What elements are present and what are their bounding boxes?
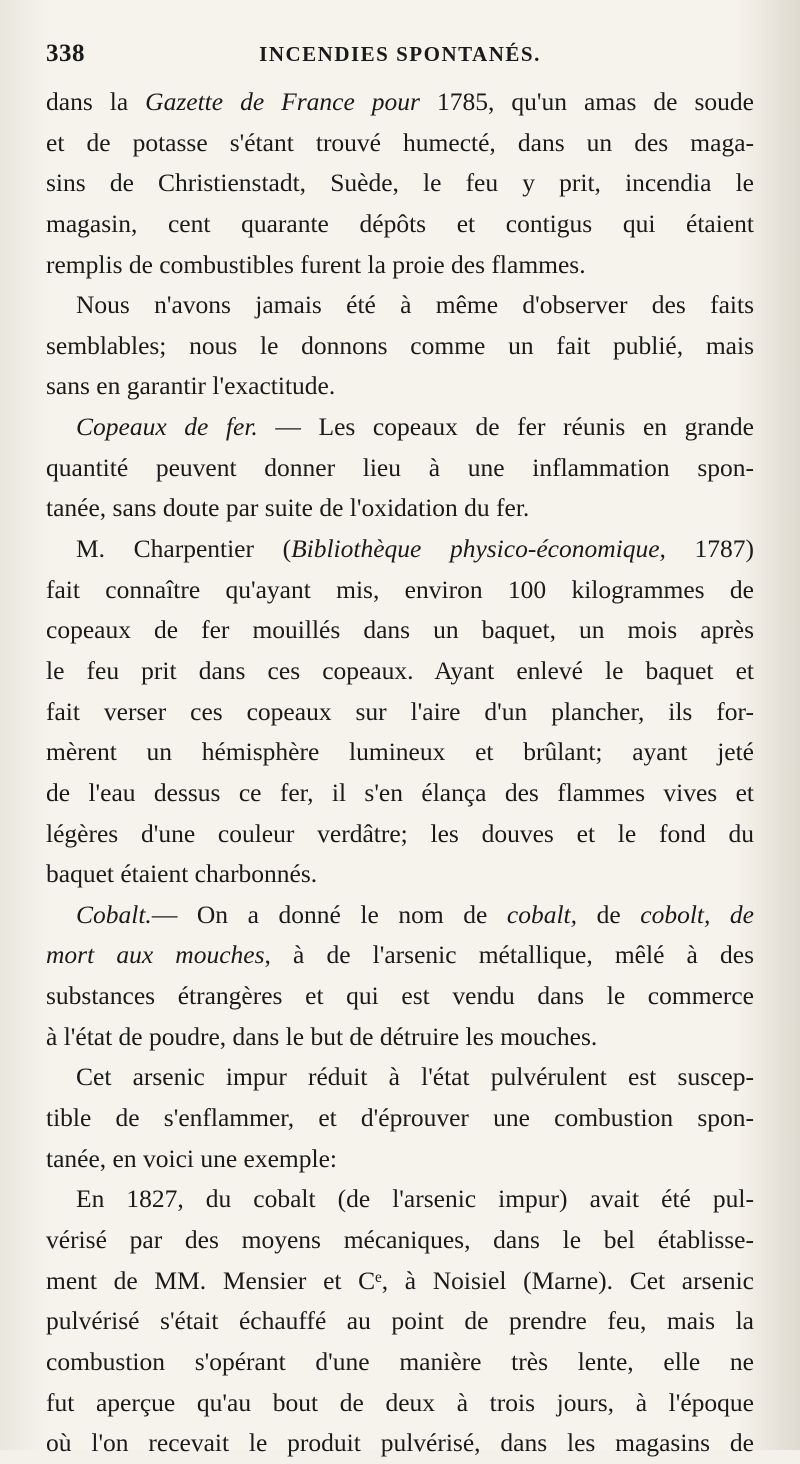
running-title: INCENDIES SPONTANÉS. [259, 42, 541, 66]
text-line [46, 204, 754, 245]
text-line [46, 245, 754, 286]
text-line [46, 1220, 754, 1261]
italic-text: Cobalt. [76, 899, 152, 929]
text-line [46, 82, 754, 123]
text-segment: 1787) [665, 534, 754, 564]
text-segment: fait connaître qu'ayant mis, environ 100 kilogrammes de [46, 574, 754, 604]
text-segment: fut aperçue qu'au bout de deux à trois jours, à l'époque [46, 1387, 754, 1417]
text-line [46, 1179, 754, 1220]
text-line [46, 488, 754, 529]
text-segment: tible de s'enflammer, et d'éprouver une combustion spon- [46, 1103, 754, 1133]
text-segment: vérisé par des moyens mécaniques, dans le bel établisse- [46, 1224, 754, 1254]
text-segment: légères d'une couleur verdâtre; les douves et le fond du [46, 818, 754, 848]
page-header [46, 40, 754, 76]
italic-text: cobolt, de [640, 899, 754, 929]
text-segment: quantité peuvent donner lieu à une inflammation spon- [46, 452, 754, 482]
text-segment: substances étrangères et qui est vendu dans le commerce [46, 981, 754, 1011]
text-segment: tanée, en voici une exemple: [46, 1143, 337, 1173]
text-line [46, 1017, 754, 1058]
text-line [46, 692, 754, 733]
text-segment: 1785, qu'un amas de soude [419, 87, 754, 116]
page-body-text [46, 82, 754, 1464]
text-line [46, 326, 754, 367]
text-segment: à l'état de poudre, dans le but de détruire les mouches. [46, 1021, 598, 1051]
text-segment: ment de MM. Mensier et Cᵉ, à Noisiel (Marne). Cet arsenic [46, 1265, 754, 1295]
text-line [46, 1423, 754, 1464]
text-line [46, 651, 754, 692]
text-line [46, 935, 754, 976]
text-line [46, 1057, 754, 1098]
text-segment: sans en garantir l'exactitude. [46, 371, 336, 401]
text-segment: magasin, cent quarante dépôts et contigus qui étaient [46, 208, 754, 238]
text-line [46, 285, 754, 326]
text-line [46, 773, 754, 814]
text-line [46, 814, 754, 855]
text-line [46, 1383, 754, 1424]
text-segment: copeaux de fer mouillés dans un baquet, un mois après [46, 615, 754, 645]
text-segment: le feu prit dans ces copeaux. Ayant enlevé le baquet et [46, 655, 754, 685]
italic-text: Copeaux de fer. [76, 412, 258, 442]
text-line [46, 448, 754, 489]
text-segment: où l'on recevait le produit pulvérisé, dans les magasins de [46, 1428, 754, 1458]
text-segment: de l'eau dessus ce fer, il s'en élança des flammes vives et [46, 777, 754, 807]
text-line [46, 123, 754, 164]
text-line [46, 1261, 754, 1302]
text-line [46, 976, 754, 1017]
text-line [46, 854, 754, 895]
text-segment: combustion s'opérant d'une manière très lente, elle ne [46, 1346, 754, 1376]
text-line [46, 895, 754, 936]
text-line [46, 529, 754, 570]
text-segment: — On a donné le nom de [151, 899, 507, 929]
italic-text: mort aux mouches [46, 940, 265, 970]
text-segment: Nous n'avons jamais été à même d'observer des faits [76, 290, 754, 320]
text-segment: Cet arsenic impur réduit à l'état pulvérulent est suscep- [76, 1062, 754, 1092]
page-number: 338 [46, 40, 85, 67]
text-line [46, 163, 754, 204]
text-segment: pulvérisé s'était échauffé au point de prendre feu, mais la [46, 1306, 754, 1336]
italic-text: cobalt, [506, 899, 578, 929]
text-segment: — Les copeaux de fer réunis en grande [257, 412, 754, 442]
text-line [46, 732, 754, 773]
text-segment: M. Charpentier ( [76, 534, 292, 564]
text-segment: de [577, 899, 641, 929]
text-segment: mèrent un hémisphère lumineux et brûlant; ayant jeté [46, 737, 754, 767]
text-segment: remplis de combustibles furent la proie des flammes. [46, 249, 586, 279]
italic-text: Bibliothèque physico-économique, [291, 534, 666, 564]
text-line [46, 1098, 754, 1139]
text-segment: , à de l'arsenic métallique, mêlé à des [264, 940, 754, 970]
text-segment: sins de Christienstadt, Suède, le feu y prit, incendia le [46, 168, 754, 198]
text-segment: semblables; nous le donnons comme un fait publié, mais [46, 330, 754, 360]
text-line [46, 366, 754, 407]
text-line [46, 610, 754, 651]
text-segment: tanée, sans doute par suite de l'oxidation du fer. [46, 493, 530, 523]
text-segment: baquet étaient charbonnés. [46, 859, 318, 889]
text-segment: En 1827, du cobalt (de l'arsenic impur) avait été pul- [76, 1184, 754, 1214]
italic-text: Gazette de France pour [145, 87, 420, 116]
text-line [46, 1139, 754, 1180]
text-line [46, 570, 754, 611]
text-line [46, 1301, 754, 1342]
text-line [46, 407, 754, 448]
text-segment: fait verser ces copeaux sur l'aire d'un plancher, ils for- [46, 696, 754, 726]
text-line [46, 1342, 754, 1383]
text-segment: dans la [46, 87, 146, 116]
text-segment: et de potasse s'étant trouvé humecté, dans un des maga- [46, 127, 754, 157]
